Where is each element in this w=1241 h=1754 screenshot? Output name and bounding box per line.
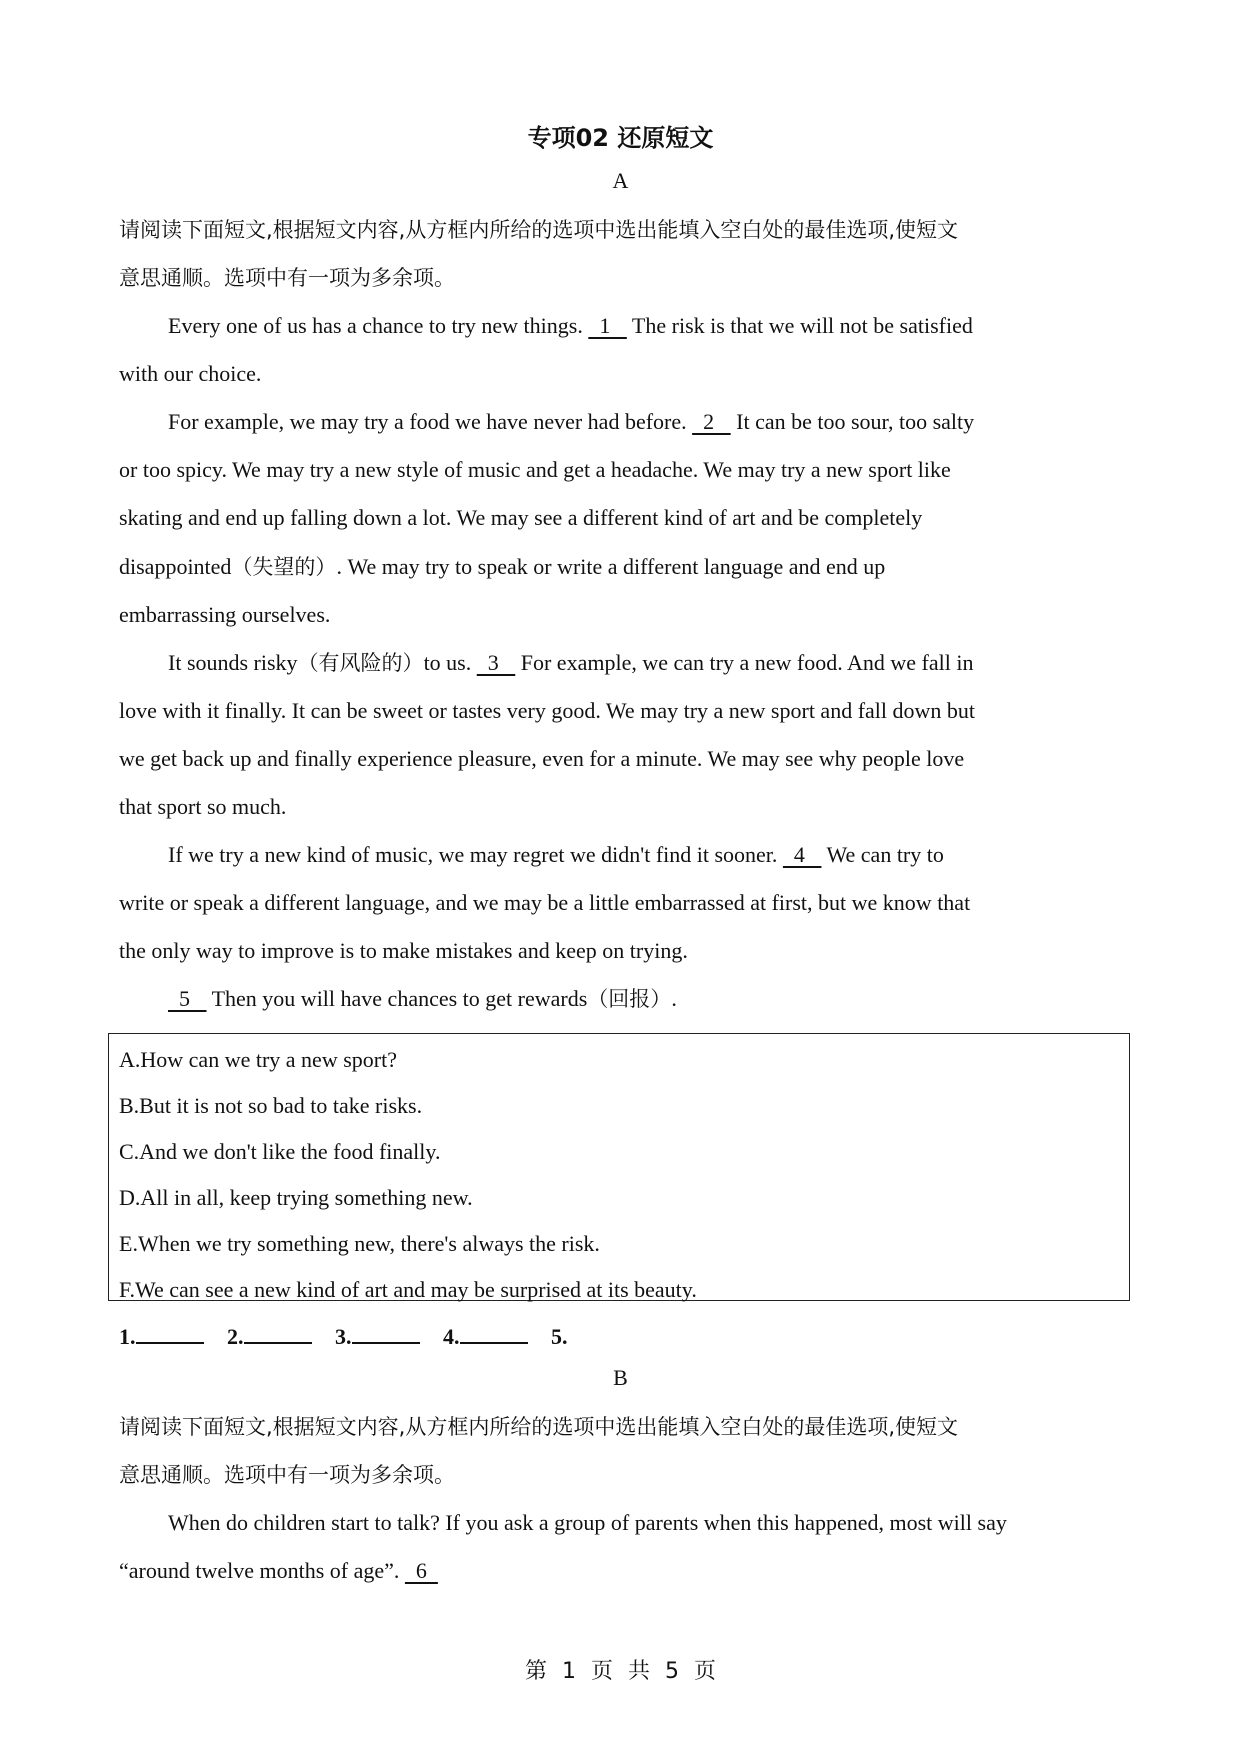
blank-3[interactable]: 3 <box>476 650 516 675</box>
paragraph-text: For example, we can try a new food. And we fall in <box>515 650 974 675</box>
blank-4[interactable]: 4 <box>782 842 822 867</box>
paragraph-2-line-2: or too spicy. We may try a new style of music and get a headache. We may try a new sport like <box>119 457 951 482</box>
option-e[interactable]: E.When we try something new, there's always the risk. <box>119 1231 600 1256</box>
answer-line[interactable] <box>244 1322 312 1344</box>
paragraph-text: Every one of us has a chance to try new things. <box>168 313 589 338</box>
paragraph-3-line-3: we get back up and finally experience pleasure, even for a minute. We may see why people love <box>119 746 965 771</box>
option-c[interactable]: C.And we don't like the food finally. <box>119 1139 441 1164</box>
option-f[interactable]: F.We can see a new kind of art and may be surprised at its beauty. <box>119 1277 697 1302</box>
option-a[interactable]: A.How can we try a new sport? <box>119 1047 397 1072</box>
answer-slot-2[interactable] <box>227 1322 312 1350</box>
section-b-instruction-line2: 意思通顺。选项中有一项为多余项。 <box>119 1463 455 1487</box>
option-b[interactable]: B.But it is not so bad to take risks. <box>119 1093 423 1118</box>
paragraph-text: It sounds risky <box>168 650 298 675</box>
blank-2[interactable]: 2 <box>692 409 731 434</box>
page-footer: 第 1 页 共 5 页 <box>525 1659 716 1684</box>
answer-label: 3. <box>335 1324 352 1349</box>
paragraph-2-line-5: embarrassing ourselves. <box>119 602 331 627</box>
paragraph-text: If we try a new kind of music, we may regret we didn't find it sooner. <box>168 842 783 867</box>
paragraph-5-line-1 <box>168 985 677 1013</box>
paragraph-1-line-1 <box>168 312 973 340</box>
answer-label: 5. <box>551 1324 568 1349</box>
page-title: 专项02 还原短文 <box>527 124 714 152</box>
paragraph-2-line-1 <box>168 408 974 436</box>
section-b-instruction-line1: 请阅读下面短文,根据短文内容,从方框内所给的选项中选出能填入空白处的最佳选项,使短文 <box>119 1415 959 1439</box>
paragraph-text: . <box>671 986 677 1011</box>
option-d[interactable]: D.All in all, keep trying something new. <box>119 1185 473 1210</box>
paragraph-4-line-3: the only way to improve is to make mistakes and keep on trying. <box>119 938 688 963</box>
section-b-heading: B <box>613 1365 628 1390</box>
answer-row <box>119 1322 586 1350</box>
section-b-paragraph-1-line-2 <box>119 1557 438 1585</box>
chinese-gloss: （回报） <box>587 987 672 1011</box>
answer-slot-3[interactable] <box>335 1322 420 1350</box>
answer-slot-1[interactable] <box>119 1322 204 1350</box>
section-a-heading: A <box>612 168 629 193</box>
paragraph-3-line-1 <box>168 649 973 677</box>
chinese-gloss: （有风险的） <box>297 651 424 675</box>
answer-line[interactable] <box>460 1322 528 1344</box>
paragraph-3-line-4: that sport so much. <box>119 794 287 819</box>
blank-6[interactable]: 6 <box>404 1558 438 1583</box>
paragraph-text: . We may try to speak or write a different language and end up <box>336 554 886 579</box>
options-box <box>108 1033 1130 1301</box>
paragraph-text: Then you will have chances to get rewards <box>206 986 588 1011</box>
paragraph-2-line-3: skating and end up falling down a lot. We may see a different kind of art and be completely <box>119 505 923 530</box>
paragraph-text: to us. <box>423 650 477 675</box>
answer-line[interactable] <box>136 1322 204 1344</box>
section-b-paragraph-1-line-1: When do children start to talk? If you ask a group of parents when this happened, most will say <box>168 1510 1007 1535</box>
paragraph-text: For example, we may try a food we have never had before. <box>168 409 693 434</box>
paragraph-4-line-2: write or speak a different language, and we may be a little embarrassed at first, but we know that <box>119 890 971 915</box>
blank-5[interactable]: 5 <box>168 986 207 1011</box>
paragraph-text: We can try to <box>821 842 944 867</box>
chinese-gloss: （失望的） <box>231 555 337 579</box>
paragraph-3-line-2: love with it finally. It can be sweet or tastes very good. We may try a new sport and fall down but <box>119 698 976 723</box>
paragraph-text: “around twelve months of age”. <box>119 1558 405 1583</box>
paragraph-1-line-2: with our choice. <box>119 361 262 386</box>
section-a-instruction-line1: 请阅读下面短文,根据短文内容,从方框内所给的选项中选出能填入空白处的最佳选项,使短文 <box>119 218 959 242</box>
answer-slot-4[interactable] <box>443 1322 528 1350</box>
paragraph-text: It can be too sour, too salty <box>730 409 975 434</box>
paragraph-2-line-4 <box>119 553 885 581</box>
paragraph-text: The risk is that we will not be satisfied <box>626 313 973 338</box>
blank-1[interactable]: 1 <box>588 313 627 338</box>
section-a-instruction-line2: 意思通顺。选项中有一项为多余项。 <box>119 266 455 290</box>
answer-label: 2. <box>227 1324 244 1349</box>
answer-label: 1. <box>119 1324 136 1349</box>
answer-label: 4. <box>443 1324 460 1349</box>
paragraph-4-line-1 <box>168 841 944 869</box>
answer-slot-5[interactable] <box>551 1324 568 1350</box>
answer-line[interactable] <box>352 1322 420 1344</box>
paragraph-text: disappointed <box>119 554 232 579</box>
